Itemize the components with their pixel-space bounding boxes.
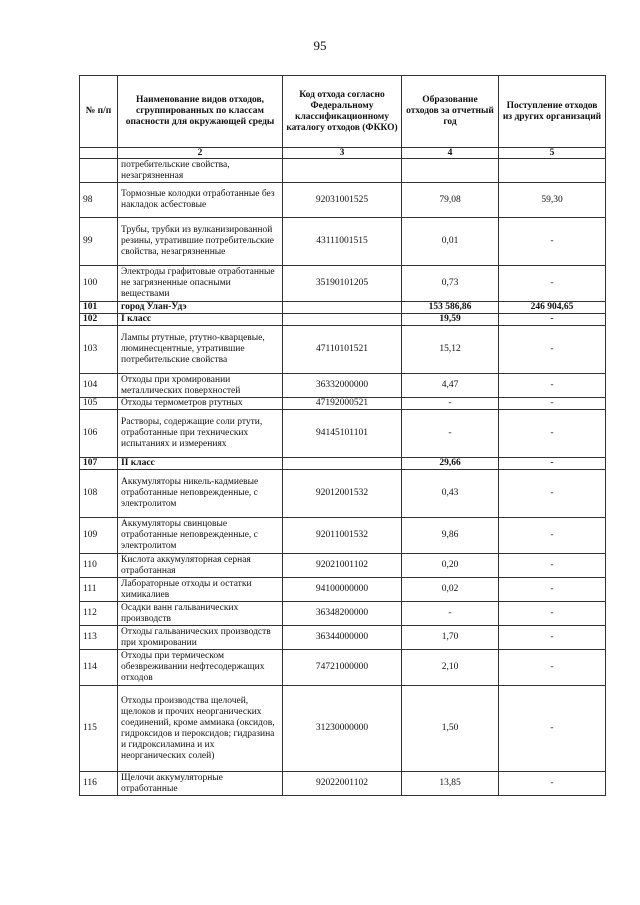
waste-code: [283, 458, 402, 470]
generated-value: 2,10: [402, 650, 499, 686]
generated-value: 79,08: [402, 183, 499, 218]
received-value: -: [499, 410, 606, 458]
generated-value: -: [402, 410, 499, 458]
received-value: -: [499, 626, 606, 650]
waste-code: [283, 302, 402, 314]
row-number: 106: [80, 410, 118, 458]
row-number: 109: [80, 518, 118, 554]
row-number: 102: [80, 314, 118, 326]
column-number: 2: [118, 148, 283, 159]
row-number: 103: [80, 326, 118, 374]
table-row: [80, 183, 606, 218]
waste-code: 47192000521: [283, 398, 402, 410]
row-number: 98: [80, 183, 118, 218]
waste-name: потребительские свойства, незагрязненная: [118, 159, 283, 183]
waste-name: Кислота аккумуляторная серная отработанная: [118, 554, 283, 578]
waste-name: I класс: [118, 314, 283, 326]
waste-name: Лампы ртутные, ртутно-кварцевые, люминесцентные, утратившие потребительские свойства: [118, 326, 283, 374]
received-value: -: [499, 518, 606, 554]
table-row: [80, 650, 606, 686]
table-row: [80, 159, 606, 183]
table-row: [80, 470, 606, 518]
waste-code: 94145101101: [283, 410, 402, 458]
row-number: 114: [80, 650, 118, 686]
table-row: [80, 218, 606, 266]
waste-code: 92021001102: [283, 554, 402, 578]
waste-code: 43111001515: [283, 218, 402, 266]
generated-value: 13,85: [402, 772, 499, 796]
waste-name: Лабораторные отходы и остатки химикалиев: [118, 578, 283, 602]
table-row: [80, 302, 606, 314]
received-value: 246 904,65: [499, 302, 606, 314]
generated-value: 9,86: [402, 518, 499, 554]
row-number: 112: [80, 602, 118, 626]
table-row: [80, 326, 606, 374]
received-value: -: [499, 218, 606, 266]
waste-name: Тормозные колодки отработанные без накладок асбестовые: [118, 183, 283, 218]
table-row: [80, 458, 606, 470]
waste-code: 36348200000: [283, 602, 402, 626]
waste-code: 74721000000: [283, 650, 402, 686]
waste-code: 47110101521: [283, 326, 402, 374]
waste-name: Отходы при термическом обезвреживании нефтесодержащих отходов: [118, 650, 283, 686]
received-value: -: [499, 602, 606, 626]
generated-value: 0,01: [402, 218, 499, 266]
generated-value: 4,47: [402, 374, 499, 398]
received-value: -: [499, 314, 606, 326]
row-number: [80, 159, 118, 183]
received-value: -: [499, 398, 606, 410]
generated-value: -: [402, 602, 499, 626]
table-row: [80, 772, 606, 796]
table-row: [80, 398, 606, 410]
table-row: [80, 374, 606, 398]
waste-code: [283, 314, 402, 326]
generated-value: 153 586,86: [402, 302, 499, 314]
generated-value: 15,12: [402, 326, 499, 374]
generated-value: 0,02: [402, 578, 499, 602]
table-row: [80, 626, 606, 650]
table-row: [80, 314, 606, 326]
waste-name: Электроды графитовые отработанные не загрязненные опасными веществами: [118, 266, 283, 302]
received-value: -: [499, 772, 606, 796]
received-value: -: [499, 266, 606, 302]
table-row: [80, 410, 606, 458]
waste-code: 36332000000: [283, 374, 402, 398]
header-received: Поступление отходов из других организаций: [499, 76, 606, 148]
generated-value: 0,73: [402, 266, 499, 302]
generated-value: 0,43: [402, 470, 499, 518]
generated-value: 1,50: [402, 686, 499, 772]
table-body: [80, 159, 606, 796]
table-row: [80, 518, 606, 554]
waste-code: 92011001532: [283, 518, 402, 554]
received-value: [499, 159, 606, 183]
row-number: 100: [80, 266, 118, 302]
waste-code: 35190101205: [283, 266, 402, 302]
received-value: -: [499, 650, 606, 686]
waste-code: 92031001525: [283, 183, 402, 218]
waste-name: Растворы, содержащие соли ртути, отработанные при технических испытаниях и измерениях: [118, 410, 283, 458]
row-number: 105: [80, 398, 118, 410]
generated-value: 1,70: [402, 626, 499, 650]
table-header-row: [80, 76, 606, 148]
generated-value: 19,59: [402, 314, 499, 326]
generated-value: 0,20: [402, 554, 499, 578]
row-number: 115: [80, 686, 118, 772]
header-num: № п/п: [80, 76, 118, 148]
header-generated: Образование отходов за отчетный год: [402, 76, 499, 148]
received-value: -: [499, 326, 606, 374]
received-value: -: [499, 554, 606, 578]
waste-name: Отходы производства щелочей, щелоков и прочих неорганических соединений, кроме аммиака (оксидов, гидроксидов и пероксидов; гидразина и гидроксиламина и их неорганических солей): [118, 686, 283, 772]
waste-name: II класс: [118, 458, 283, 470]
received-value: -: [499, 686, 606, 772]
column-number: [80, 148, 118, 159]
waste-code: 36344000000: [283, 626, 402, 650]
table-row: [80, 578, 606, 602]
generated-value: -: [402, 398, 499, 410]
table-row: [80, 266, 606, 302]
row-number: 113: [80, 626, 118, 650]
row-number: 107: [80, 458, 118, 470]
row-number: 104: [80, 374, 118, 398]
page-number: 95: [313, 38, 327, 53]
received-value: -: [499, 374, 606, 398]
waste-name: город Улан-Удэ: [118, 302, 283, 314]
column-number: 4: [402, 148, 499, 159]
waste-name: Трубы, трубки из вулканизированной резины, утратившие потребительские свойства, незагрязненные: [118, 218, 283, 266]
row-number: 111: [80, 578, 118, 602]
table-row: [80, 602, 606, 626]
column-number-row: [80, 148, 606, 159]
received-value: -: [499, 578, 606, 602]
generated-value: [402, 159, 499, 183]
table-row: [80, 554, 606, 578]
waste-name: Аккумуляторы свинцовые отработанные неповрежденные, с электролитом: [118, 518, 283, 554]
waste-name: Осадки ванн гальванических производств: [118, 602, 283, 626]
received-value: -: [499, 470, 606, 518]
generated-value: 29,66: [402, 458, 499, 470]
waste-name: Отходы термометров ртутных: [118, 398, 283, 410]
header-name: Наименование видов отходов, сгруппированных по классам опасности для окружающей среды: [118, 76, 283, 148]
row-number: 116: [80, 772, 118, 796]
row-number: 99: [80, 218, 118, 266]
waste-code: 92022001102: [283, 772, 402, 796]
waste-code: 94100000000: [283, 578, 402, 602]
waste-name: Аккумуляторы никель-кадмиевые отработанные неповрежденные, с электролитом: [118, 470, 283, 518]
received-value: 59,30: [499, 183, 606, 218]
header-code: Код отхода согласно Федеральному классификационному каталогу отходов (ФККО): [283, 76, 402, 148]
waste-name: Отходы при хромировании металлических поверхностей: [118, 374, 283, 398]
column-number: 3: [283, 148, 402, 159]
waste-code: [283, 159, 402, 183]
table-row: [80, 686, 606, 772]
row-number: 101: [80, 302, 118, 314]
waste-name: Щелочи аккумуляторные отработанные: [118, 772, 283, 796]
waste-code: 92012001532: [283, 470, 402, 518]
row-number: 108: [80, 470, 118, 518]
received-value: -: [499, 458, 606, 470]
waste-table: [79, 75, 606, 796]
waste-name: Отходы гальванических производств при хромировании: [118, 626, 283, 650]
row-number: 110: [80, 554, 118, 578]
waste-code: 31230000000: [283, 686, 402, 772]
column-number: 5: [499, 148, 606, 159]
